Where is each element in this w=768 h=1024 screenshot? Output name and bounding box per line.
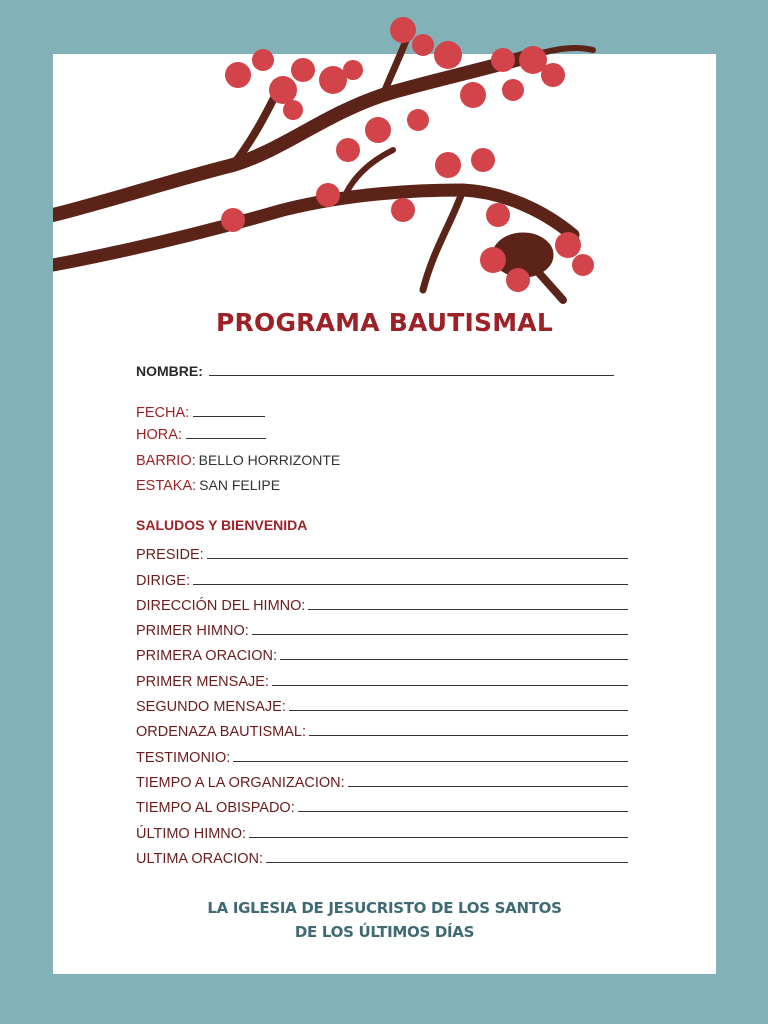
- role-row: [136, 664, 628, 689]
- footer-line-2: DE LOS ÚLTIMOS DÍAS: [294, 923, 475, 941]
- role-blank-line: [348, 786, 628, 787]
- hora-field: [136, 427, 266, 443]
- role-label: PRIMERA ORACION:: [136, 648, 277, 665]
- role-label: PRIMER HIMNO:: [136, 623, 249, 640]
- fecha-field: [136, 405, 265, 421]
- role-blank-line: [249, 837, 628, 838]
- role-blank-line: [272, 685, 628, 686]
- role-row: [136, 816, 628, 841]
- role-label: TIEMPO AL OBISPADO:: [136, 800, 295, 817]
- role-row: [136, 614, 628, 639]
- footer-line-1: LA IGLESIA DE JESUCRISTO DE LOS SANTOS: [207, 899, 562, 917]
- nombre-field: [136, 363, 614, 379]
- role-label: ÚLTIMO HIMNO:: [136, 825, 247, 842]
- role-label: ULTIMA ORACION:: [136, 850, 264, 867]
- barrio-label: BARRIO:: [136, 453, 196, 469]
- role-row: [136, 563, 628, 588]
- blossom-branch-illustration: [53, 0, 613, 320]
- role-row: [136, 589, 628, 614]
- estaka-value: SAN FELIPE: [199, 477, 281, 493]
- role-blank-line: [280, 659, 628, 660]
- role-blank-line: [193, 584, 628, 585]
- nombre-blank-line: [209, 363, 614, 376]
- fecha-label: FECHA:: [136, 405, 190, 421]
- role-blank-line: [252, 634, 628, 635]
- role-row: [136, 740, 628, 765]
- hora-label: HORA:: [136, 427, 182, 443]
- section-heading: SALUDOS Y BIENVENIDA: [136, 517, 308, 533]
- role-label: PRIMER MENSAJE:: [136, 673, 269, 690]
- role-label: TIEMPO A LA ORGANIZACION:: [136, 774, 345, 791]
- program-roles-list: [136, 538, 628, 867]
- role-blank-line: [207, 558, 628, 559]
- role-blank-line: [298, 811, 628, 812]
- church-name-footer: [53, 896, 716, 944]
- role-label: SEGUNDO MENSAJE:: [136, 699, 286, 716]
- role-label: DIRECCIÓN DEL HIMNO:: [136, 597, 306, 614]
- role-label: PRESIDE:: [136, 547, 204, 564]
- role-blank-line: [289, 710, 628, 711]
- role-blank-line: [308, 609, 628, 610]
- role-label: DIRIGE:: [136, 572, 190, 589]
- role-row: [136, 766, 628, 791]
- estaka-field: [136, 477, 280, 494]
- fecha-blank-line: [193, 405, 265, 417]
- role-blank-line: [309, 735, 628, 736]
- nombre-label: NOMBRE:: [136, 363, 203, 379]
- barrio-value: BELLO HORRIZONTE: [198, 452, 341, 468]
- barrio-field: [136, 452, 340, 469]
- role-row: [136, 538, 628, 563]
- hora-blank-line: [186, 427, 266, 439]
- role-row: [136, 715, 628, 740]
- role-label: ORDENAZA BAUTISMAL:: [136, 724, 307, 741]
- role-blank-line: [233, 761, 628, 762]
- role-row: [136, 791, 628, 816]
- page-title: PROGRAMA BAUTISMAL: [216, 308, 553, 337]
- role-row: [136, 690, 628, 715]
- estaka-label: ESTAKA:: [136, 478, 197, 494]
- role-blank-line: [266, 862, 628, 863]
- role-row: [136, 842, 628, 867]
- role-label: TESTIMONIO:: [136, 749, 231, 766]
- role-row: [136, 639, 628, 664]
